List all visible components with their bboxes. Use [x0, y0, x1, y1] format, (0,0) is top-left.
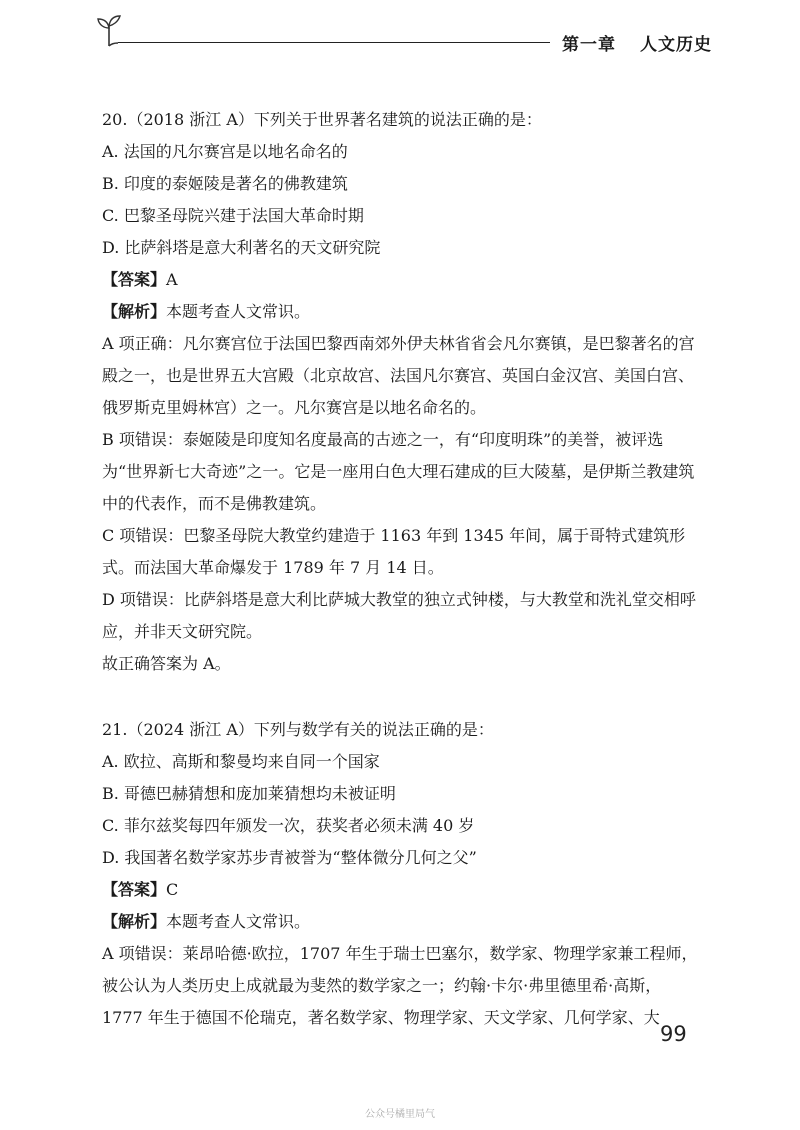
question-20-option-b: B. 印度的泰姬陵是著名的佛教建筑	[102, 174, 348, 193]
header-rule	[118, 42, 550, 43]
question-21-answer	[102, 874, 698, 906]
page-header	[0, 0, 800, 60]
watermark-footer: 公众号橘里局气	[365, 1109, 435, 1120]
question-20-explanation-c: C 项错误：巴黎圣母院大教堂约建造于 1163 年到 1345 年间，属于哥特式建筑形式。而法国大革命爆发于 1789 年 7 月 14 日。	[102, 526, 686, 577]
question-20-conclusion: 故正确答案为 A。	[102, 654, 231, 673]
question-21-explanation-a: A 项错误：莱昂哈德·欧拉，1707 年生于瑞士巴塞尔，数学家、物理学家兼工程师，被公认为人类历史上成就最为斐然的数学家之一；约翰·卡尔·弗里德里希·高斯，1777 年生于德国不伦瑞克，著名数学家、物理学家、天文学家、几何学家、大	[102, 944, 698, 1027]
question-20-option-a: A. 法国的凡尔赛宫是以地名命名的	[102, 142, 348, 161]
question-21-option-a: A. 欧拉、高斯和黎曼均来自同一个国家	[102, 752, 380, 771]
answer-label: 【答案】	[102, 270, 167, 289]
question-20-option-d: D. 比萨斜塔是意大利著名的天文研究院	[102, 238, 381, 257]
question-20-analysis	[102, 296, 698, 328]
analysis-intro: 本题考查人文常识。	[166, 302, 311, 321]
analysis-label: 【解析】	[102, 302, 167, 321]
question-20-stem: 20.（2018 浙江 A）下列关于世界著名建筑的说法正确的是：	[102, 110, 542, 129]
question-20-explanation-d: D 项错误：比萨斜塔是意大利比萨城大教堂的独立式钟楼，与大教堂和洗礼堂交相呼应，并非天文研究院。	[102, 590, 696, 641]
question-20-option-c: C. 巴黎圣母院兴建于法国大革命时期	[102, 206, 364, 225]
question-21-option-b: B. 哥德巴赫猜想和庞加莱猜想均未被证明	[102, 784, 396, 803]
question-21-option-d: D. 我国著名数学家苏步青被誉为“整体微分几何之父”	[102, 848, 477, 867]
question-21-stem: 21.（2024 浙江 A）下列与数学有关的说法正确的是：	[102, 720, 494, 739]
analysis-intro: 本题考查人文常识。	[166, 912, 311, 931]
question-20-answer	[102, 264, 698, 296]
answer-value: C	[166, 880, 179, 899]
question-20-explanation-a: A 项正确：凡尔赛宫位于法国巴黎西南郊外伊夫林省省会凡尔赛镇，是巴黎著名的宫殿之一，也是世界五大宫殿（北京故宫、法国凡尔赛宫、英国白金汉宫、美国白宫、俄罗斯克里姆林宫）之一。凡尔赛宫是以地名命名的。	[102, 334, 695, 417]
analysis-label: 【解析】	[102, 912, 167, 931]
question-21-option-c: C. 菲尔兹奖每四年颁发一次，获奖者必须未满 40 岁	[102, 816, 475, 835]
question-20-explanation-b: B 项错误：泰姬陵是印度知名度最高的古迹之一，有“印度明珠”的美誉，被评选为“世界新七大奇迹”之一。它是一座用白色大理石建成的巨大陵墓，是伊斯兰教建筑中的代表作，而不是佛教建筑。	[102, 430, 695, 513]
question-gap	[102, 680, 698, 714]
page-number: 99	[660, 1022, 687, 1046]
answer-label: 【答案】	[102, 880, 167, 899]
section-title: 人文历史	[640, 35, 712, 55]
answer-value: A	[166, 270, 178, 289]
question-21-analysis	[102, 906, 698, 938]
chapter-label: 第一章	[562, 35, 616, 55]
page-content	[102, 104, 698, 1034]
